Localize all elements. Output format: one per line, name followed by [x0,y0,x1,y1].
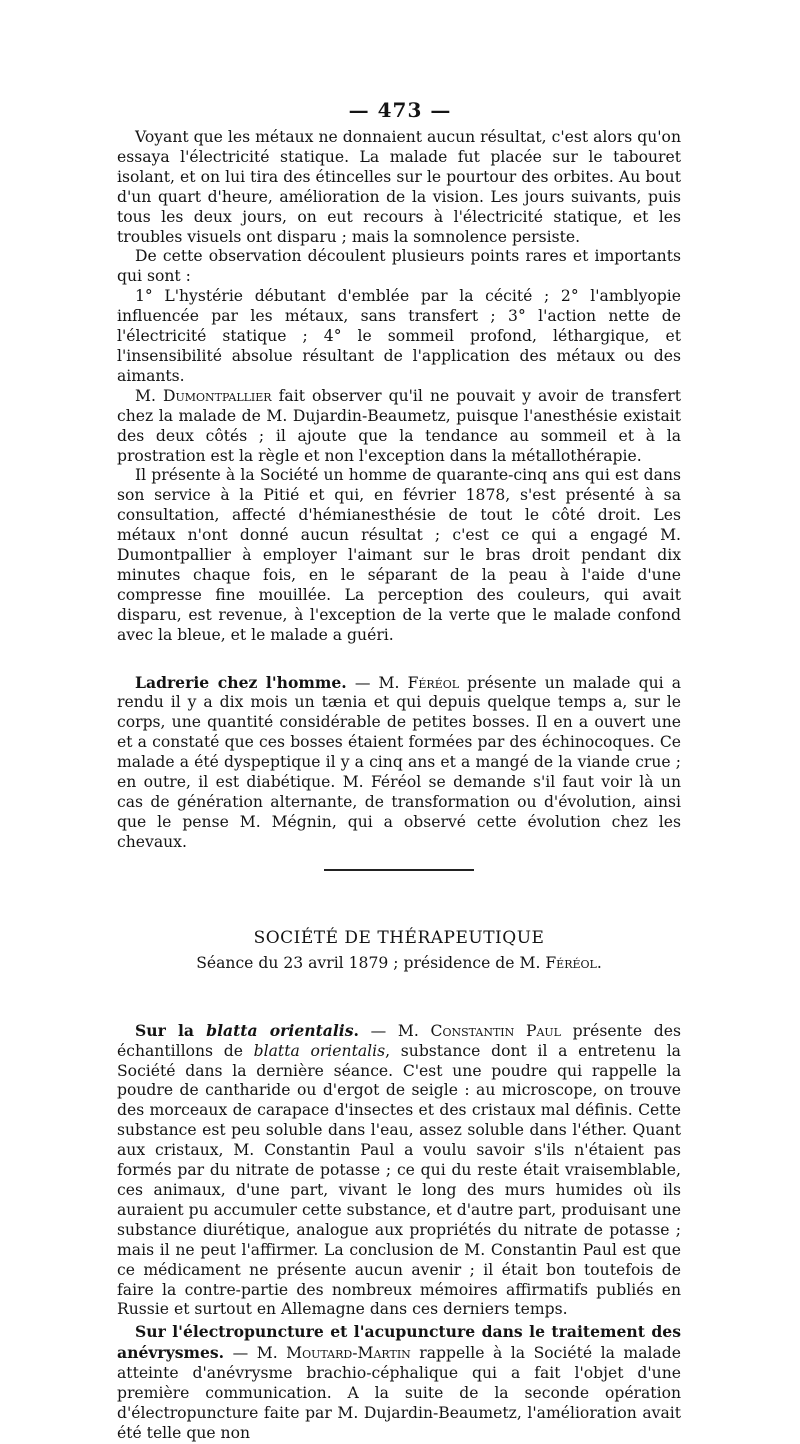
paragraph-patient: Il présente à la Société un homme de quarante-cinq ans qui est dans son service à la Pitié et qui, en février 1878, s'est présenté à sa consultation, affecté d'hémianesthésie de tout le côté droit. Les métaux n'ont donné aucun résultat ; c'est ce qui a engagé M. Dumontpallier à employer l'aimant sur le bras droit pendant dix minutes chaque fois, en le séparant de la peau à l'aide d'une compresse fine mouillée. La perception des couleurs, qui avait disparu, est revenue, à l'exception de la verte que le malade confond avec la bleue, et le malade a guéri. [117,466,681,644]
electropuncture-section [117,1322,681,1443]
page-text [117,128,681,1444]
heading-species: blatta orientalis [206,1020,354,1040]
paragraph-text: rappelle à la Société la malade atteinte d'anévrysme brachio-céphalique qui a fait l'objet d'une première communication. A la suite de la seconde opération d'électropuncture faite par M. Dujardin-Beaumetz, l'amélioration avait été telle que non [117,1344,681,1442]
blatta-section [117,1021,681,1321]
section-divider [324,869,474,871]
session-end: . [596,953,602,972]
president-name: Féréol [545,953,597,972]
paragraph-observation: De cette observation découlent plusieurs points rares et importants qui sont : [117,247,681,286]
paragraph-ladrerie [117,673,681,853]
paragraph-blatta [117,1021,681,1321]
heading-dash: — M. [358,1021,431,1040]
paragraph-dumontpallier [117,387,681,467]
case-report-section [117,128,681,646]
paragraph-text: , substance dont il a entretenu la Société dans la dernière séance. C'est une poudre qui rappelle la poudre de cantharide ou d'ergot de seigle : au microscope, on trouve des morceaux de carapace d'insectes et des cristaux mal définis. Cette substance est peu soluble dans l'eau, assez soluble dans l'éther. Quant aux cristaux, M. Constantin Paul a voulu savoir s'ils n'étaient pas formés par du nitrate de potasse ; ce qui du reste était vraisemblable, ces animaux, d'une part, vivant le long des murs humides où ils auraient pu accumuler cette substance, et d'autre part, produisant une substance diurétique, analogue aux propriétés du nitrate de potasse ; mais il ne peut l'affirmer. La conclusion de M. Constantin Paul est que ce médicament ne présente aucun avenir ; il était bon toutefois de faire la contre-partie des nombreux mémoires affirmatifs publiés en Russie et surtout en Allemagne dans ces derniers temps. [117,1041,681,1319]
paragraph-text: fait observer qu'il ne pouvait y avoir de transfert chez la malade de M. Dujardin-Beaumetz, puisque l'anesthésie existait des deux côtés ; il ajoute que la tendance au sommeil et à la prostration est la règle et non l'exception dans la métallothérapie. [117,386,681,465]
heading-dash: — M. [224,1344,287,1363]
section-heading: Ladrerie chez l'homme. [135,672,347,692]
heading-start: Sur la [135,1020,207,1040]
heading-dash: — M. [346,673,408,692]
speaker-name: Constantin Paul [430,1021,561,1040]
session-date: Séance du 23 avril 1879 ; présidence de M. [196,953,546,972]
session-line [117,953,681,973]
section-heading [135,1021,359,1040]
page-number: — 473 — [348,98,452,122]
species-name: blatta orientalis [253,1041,386,1060]
paragraph-text: présente un malade qui a rendu il y a dix mois un tænia et qui depuis quelque temps a, sur le corps, une quantité considérable de petites bosses. Il en a ouvert une et a constaté que ces bosses étaient formées par des échinocoques. Ce malade a été dyspeptique il y a cinq ans et a mangé de la viande crue ; en outre, il est diabétique. M. Féréol se demande s'il faut voir là un cas de génération alternante, de transformation ou d'évolution, ainsi que le pense M. Mégnin, qui a observé cette évolution chez les chevaux. [117,673,682,851]
heading-end: . [353,1020,359,1040]
speaker-name: Moutard-Martin [286,1344,411,1363]
speaker-name: Féréol [407,673,460,692]
society-title: SOCIÉTÉ DE THÉRAPEUTIQUE [253,927,545,948]
paragraph-electropuncture [117,1322,681,1443]
speaker-name: M. Dumontpallier [135,386,272,405]
paragraph-points: 1° L'hystérie débutant d'emblée par la cécité ; 2° l'amblyopie influencée par les métaux, sans transfert ; 3° l'action nette de l'électricité statique ; 4° le sommeil profond, léthargique, et l'insensibilité absolue résultant de l'application des métaux ou des aimants. [117,287,681,385]
paragraph-text: présente des échantillons de [117,1021,682,1060]
section-heading: Sur l'électropuncture et l'acupuncture dans le traitement des anévrysmes. [117,1322,681,1363]
ladrerie-section [117,673,681,853]
paragraph-electricity: Voyant que les métaux ne donnaient aucun résultat, c'est alors qu'on essaya l'électricité statique. La malade fut placée sur le tabouret isolant, et on lui tira des étincelles sur le pourtour des orbites. Au bout d'un quart d'heure, amélioration de la vision. Les jours suivants, puis tous les deux jours, on eut recours à l'électricité statique, et les troubles visuels ont disparu ; mais la somnolence persiste. [117,128,681,246]
